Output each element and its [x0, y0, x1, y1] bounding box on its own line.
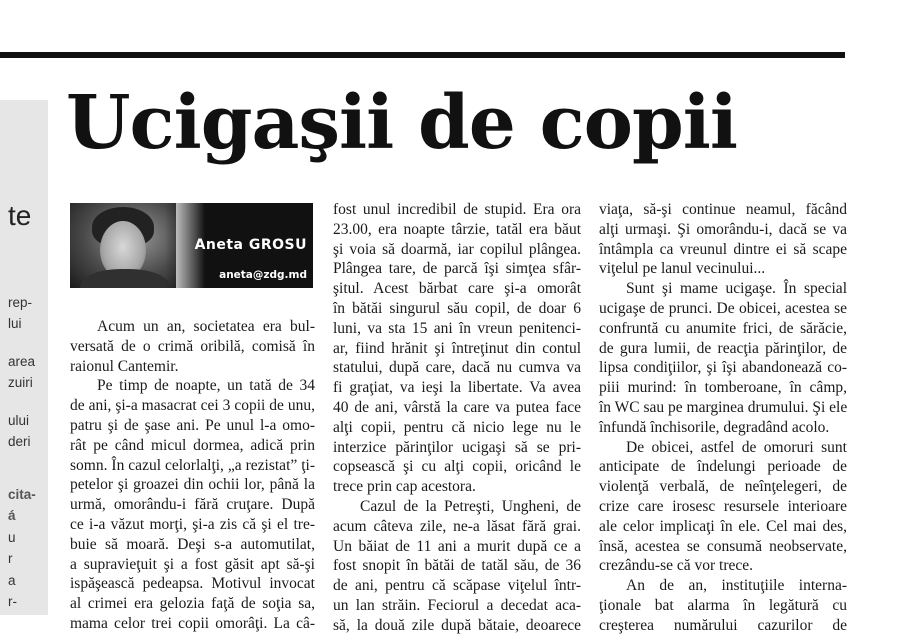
text-line: luni, va sta 15 ani în vreun penitenci-	[333, 319, 581, 337]
author-name-bar	[70, 203, 313, 288]
text-line: lipsa condiţiilor, şi îşi abandonează co-	[599, 359, 847, 377]
text-line: raionul Cantemir.	[70, 357, 179, 375]
text-line: crize care irosesc resursele interioare	[599, 497, 847, 515]
fragment-text: á	[8, 508, 16, 523]
text-line: un lan străin. Feciorul a decedat aca-	[333, 596, 581, 614]
text-line: De obicei, astfel de omoruri sunt	[626, 438, 847, 456]
text-line: statului, după care, dacă nu cumva va	[333, 359, 581, 377]
fragment-text: r	[8, 551, 13, 566]
article-column-3	[599, 200, 847, 636]
text-line: ucigaşe de prunci. De obicei, acestea se	[599, 299, 847, 317]
text-line: An de an, instituţiile interna-	[626, 577, 847, 595]
text-line: viţelul pe lanul vecinului...	[599, 260, 766, 278]
text-line: în WC sau pe marginea drumului. Şi ele	[599, 398, 848, 416]
text-line: Sunt şi mame ucigaşe. În special	[626, 280, 847, 298]
text-line: crezându-se că vor trece.	[599, 557, 754, 575]
text-line: şi voia să doarmă, iar copilul plângea.	[333, 240, 581, 258]
fragment-text: deri	[8, 434, 31, 449]
text-line: de ani, şi-a masacrat cei 3 copii de unu,	[70, 397, 315, 415]
text-line: fi graţiat, va ieşi la libertate. Va avea	[333, 379, 581, 397]
text-line: confruntă cu anumite frici, de sărăcie,	[599, 319, 847, 337]
text-line: alţi urmaşi. Şi omorându-i, dacă se va	[599, 220, 847, 238]
text-line: în bătăi singurul său copil, de doar 6	[333, 299, 581, 317]
text-line: interzice părinţilor ucigaşi să se pri-	[333, 438, 581, 456]
text-line: patru şi de şase ani. Pe unul l-a omo-	[70, 416, 315, 434]
article-column-1	[70, 317, 315, 634]
text-line: Acum un an, societatea era bul-	[97, 318, 315, 335]
text-line: a supravieţuit şi a fost găsit apt să-şi	[70, 555, 315, 573]
author-email: aneta@zdg.md	[219, 269, 307, 281]
text-line: mama celor trei copii omorâţi. La câ-	[70, 614, 315, 632]
author-byline	[70, 203, 313, 288]
text-line: rât pe când micul dormea, adică prin	[70, 436, 315, 454]
text-line: de ani, pentru că scăpase viţelul într-	[333, 577, 581, 595]
text-line: însă, acestea se consumă neobservate,	[599, 537, 847, 555]
fragment-text: rep-	[8, 295, 33, 310]
fragment-text: zuiri	[8, 375, 33, 390]
text-line: să, la două zile după bătaie, deoarece	[333, 616, 581, 634]
text-line: anticipate de îndelungi perioade de	[599, 458, 847, 476]
text-line: urmă, omorându-i fără cruţare. După	[70, 496, 315, 514]
text-line: alţi copii, pentru că nicio lege nu le	[333, 418, 581, 436]
top-rule	[0, 52, 845, 58]
text-line: versată de o crimă oribilă, comisă în	[70, 337, 315, 355]
fragment-text: area	[8, 354, 36, 369]
text-line: fost snopit în bătăi de tatăl său, de 36	[333, 557, 581, 575]
text-line: 23.00, era noapte târzie, tatăl era băut	[333, 220, 581, 238]
fragment-text: u	[8, 530, 16, 545]
text-line: al crimei era gelozia faţă de soţia sa,	[70, 595, 315, 613]
fragment-text: te	[8, 200, 32, 231]
text-line: copsească şi cu alţi copii, oricând le	[333, 458, 581, 476]
text-line: 40 de ani, vârstă la care va putea face	[333, 398, 581, 416]
fragment-text: r-	[8, 594, 17, 609]
text-line: piii murind: în tomberoane, în câmp,	[599, 379, 847, 397]
author-name: Aneta GROSU	[194, 237, 307, 253]
article-column-2	[333, 200, 581, 636]
text-line: ce i-a văzut morţi, şi-a zis că şi el tre-	[70, 515, 315, 533]
text-line: de gura lumii, de reacţia părinţilor, de	[599, 339, 847, 357]
text-line: viaţa, să-şi continue neamul, făcând	[599, 201, 847, 218]
text-line: Plângea tare, de parcă îşi simţea sfâr-	[333, 260, 581, 278]
text-line: ispăşească pedeapsa. Motivul invocat	[70, 575, 315, 593]
text-line: trece prin cap acestora.	[333, 478, 476, 496]
adjacent-column-fragment	[0, 100, 48, 615]
article-headline: Ucigaşii de copii	[66, 80, 738, 166]
text-line: ar, fiind hrănit şi întreţinut din contul	[333, 339, 581, 357]
text-line: întâmpla ca vreunul dintre ei să scape	[599, 240, 847, 258]
text-line: Cazul de la Petreşti, Ungheni, de	[360, 497, 581, 515]
fragment-text: lui	[8, 316, 22, 331]
text-line: ţionale bat alarma în legătură cu	[599, 596, 847, 614]
text-line: violenţă verbală, de neînţelegeri, de	[599, 478, 847, 496]
text-line: Pe timp de noapte, un tată de 34	[97, 377, 315, 395]
fragment-text: cita-	[8, 487, 36, 502]
text-line: şitul. Acest bărbat care şi-a omorât	[333, 280, 581, 298]
fragment-text: ului	[8, 413, 30, 428]
text-line: somn. În cazul celorlalţi, „a rezistat” ţi-	[70, 456, 315, 474]
text-line: acum câteva zile, ne-a lăsat fără grai.	[333, 517, 581, 535]
fragment-text: a	[8, 573, 16, 588]
text-line: înfundă închisorile, degradând acolo.	[599, 418, 830, 436]
text-line: petelor şi groazei din ochii lor, până la	[70, 476, 315, 494]
text-line: creşterea numărului cazurilor de	[599, 616, 847, 634]
text-line: ale celor implicaţi în ele. Cel mai des,	[599, 517, 847, 535]
text-line: Un băiat de 11 ani a murit după ce a	[333, 537, 581, 555]
text-line: buie să moară. Deşi s-a automutilat,	[70, 535, 315, 553]
text-line: fost unul incredibil de stupid. Era ora	[333, 201, 581, 218]
